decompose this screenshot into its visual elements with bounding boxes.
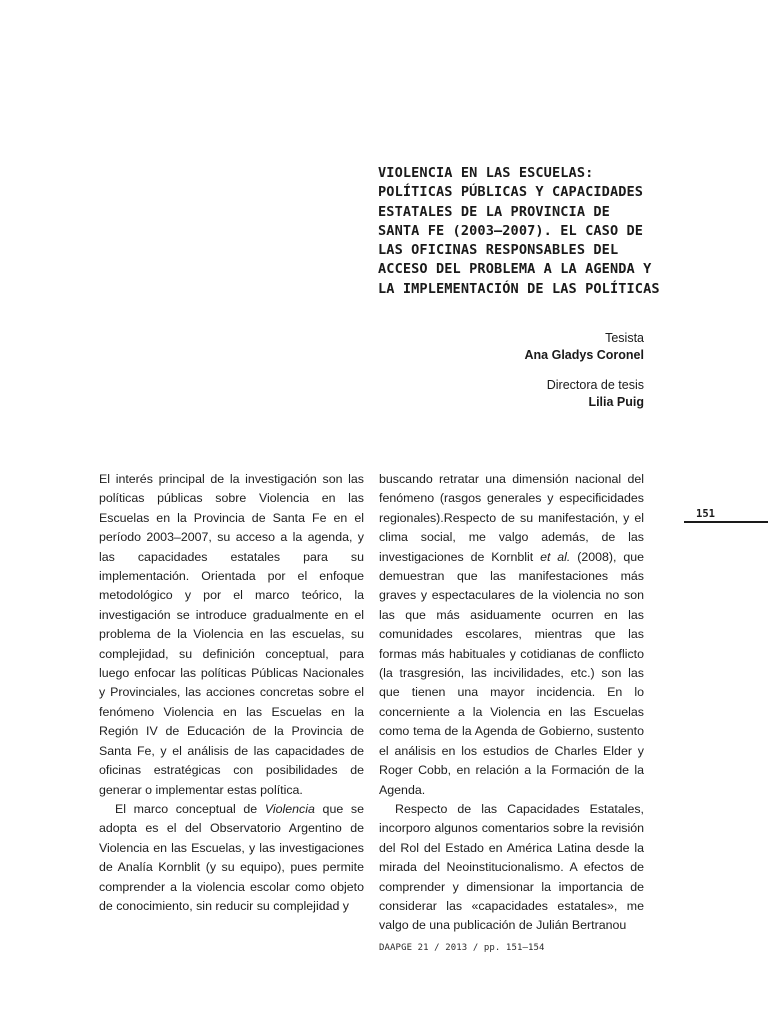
page-number: 151 bbox=[696, 508, 715, 520]
body-column-left bbox=[99, 470, 364, 916]
paragraph-text: El marco conceptual de bbox=[115, 801, 265, 816]
paragraph bbox=[379, 470, 644, 800]
paragraph: El interés principal de la investigación son las políticas públicas sobre Violencia en las Escuelas en la Provincia de Santa Fe en el período 2003–2007, su acceso a la agenda, y las capacidades estatales para su implementación. Orientada por el enfoque metodológico y por el marco teórico, la investigación se introduce gradualmente en el problema de la Violencia en las escuelas, su complejidad, su definición conceptual, para luego enfocar las políticas Públicas Nacionales y Provinciales, las acciones concretas sobre el fenómeno Violencia en las Escuelas en la Región IV de Educación de la Provincia de Santa Fe, y el análisis de las capacidades de oficinas estratégicas con posibilidades de generar o implementar estas política. bbox=[99, 472, 364, 797]
thesis-author: Ana Gladys Coronel bbox=[524, 348, 644, 362]
paragraph-emphasis: et al. bbox=[540, 549, 571, 564]
title-line: VIOLENCIA EN LAS ESCUELAS: bbox=[378, 165, 594, 181]
page-number-rule bbox=[684, 521, 768, 523]
paragraph-text: buscando retratar una dimensión nacional del fenómeno (rasgos generales y especificidades regionales).Respecto de su manifestación, y el clima social, me valgo además, de las investigaciones de Kornblit bbox=[379, 472, 644, 564]
paragraph bbox=[99, 800, 364, 916]
title-line: ESTATALES DE LA PROVINCIA DE bbox=[378, 203, 610, 220]
body-column-right bbox=[379, 470, 644, 936]
journal-footer: DAAPGE 21 / 2013 / pp. 151–154 bbox=[379, 943, 545, 953]
title-line: POLÍTICAS PÚBLICAS Y CAPACIDADES bbox=[378, 184, 644, 201]
paragraph-emphasis: Violencia bbox=[264, 801, 315, 816]
title-line: SANTA FE (2003–2007). EL CASO DE bbox=[378, 222, 644, 239]
paragraph-text: que se adopta es el del Observatorio Argentino de Violencia en las Escuelas, y las investigaciones de Analía Kornblit (y su equipo), pues permite comprender a la violencia escolar como objeto de conocimiento, sin reducir su complejidad y bbox=[99, 801, 364, 913]
paragraph: Respecto de las Capacidades Estatales, incorporo algunos comentarios sobre la revisión del Rol del Estado en América Latina desde la mirada del Neoinstitucionalismo. A efectos de comprender y dimensionar la importancia de considerar las «capacidades estatales», me valgo de una publicación de Julián Bertranou bbox=[379, 801, 644, 933]
title-line: LA IMPLEMENTACIÓN DE LAS POLÍTICAS bbox=[378, 280, 660, 297]
article-title bbox=[378, 164, 668, 299]
director-name: Lilia Puig bbox=[588, 395, 644, 409]
paragraph-text: (2008), que demuestran que las manifestaciones más graves y espectaculares de la violencia no son las que más asiduamente ocurren en las comunidades escolares, mientras que las formas más habituales y cotidianas de conflicto (la trasgresión, las incivilidades, etc.) son las que tienen una mayor incidencia. En lo concerniente a la Violencia en las Escuelas como tema de la Agenda de Gobierno, sustento el análisis en los estudios de Charles Elder y Roger Cobb, en relación a la Formación de la Agenda. bbox=[379, 549, 644, 797]
thesis-role: Tesista bbox=[605, 331, 644, 345]
title-line: LAS OFICINAS RESPONSABLES DEL bbox=[378, 242, 619, 259]
director-role: Directora de tesis bbox=[546, 378, 644, 392]
title-line: ACCESO DEL PROBLEMA A LA AGENDA Y bbox=[378, 261, 652, 278]
author-credits bbox=[525, 330, 644, 411]
